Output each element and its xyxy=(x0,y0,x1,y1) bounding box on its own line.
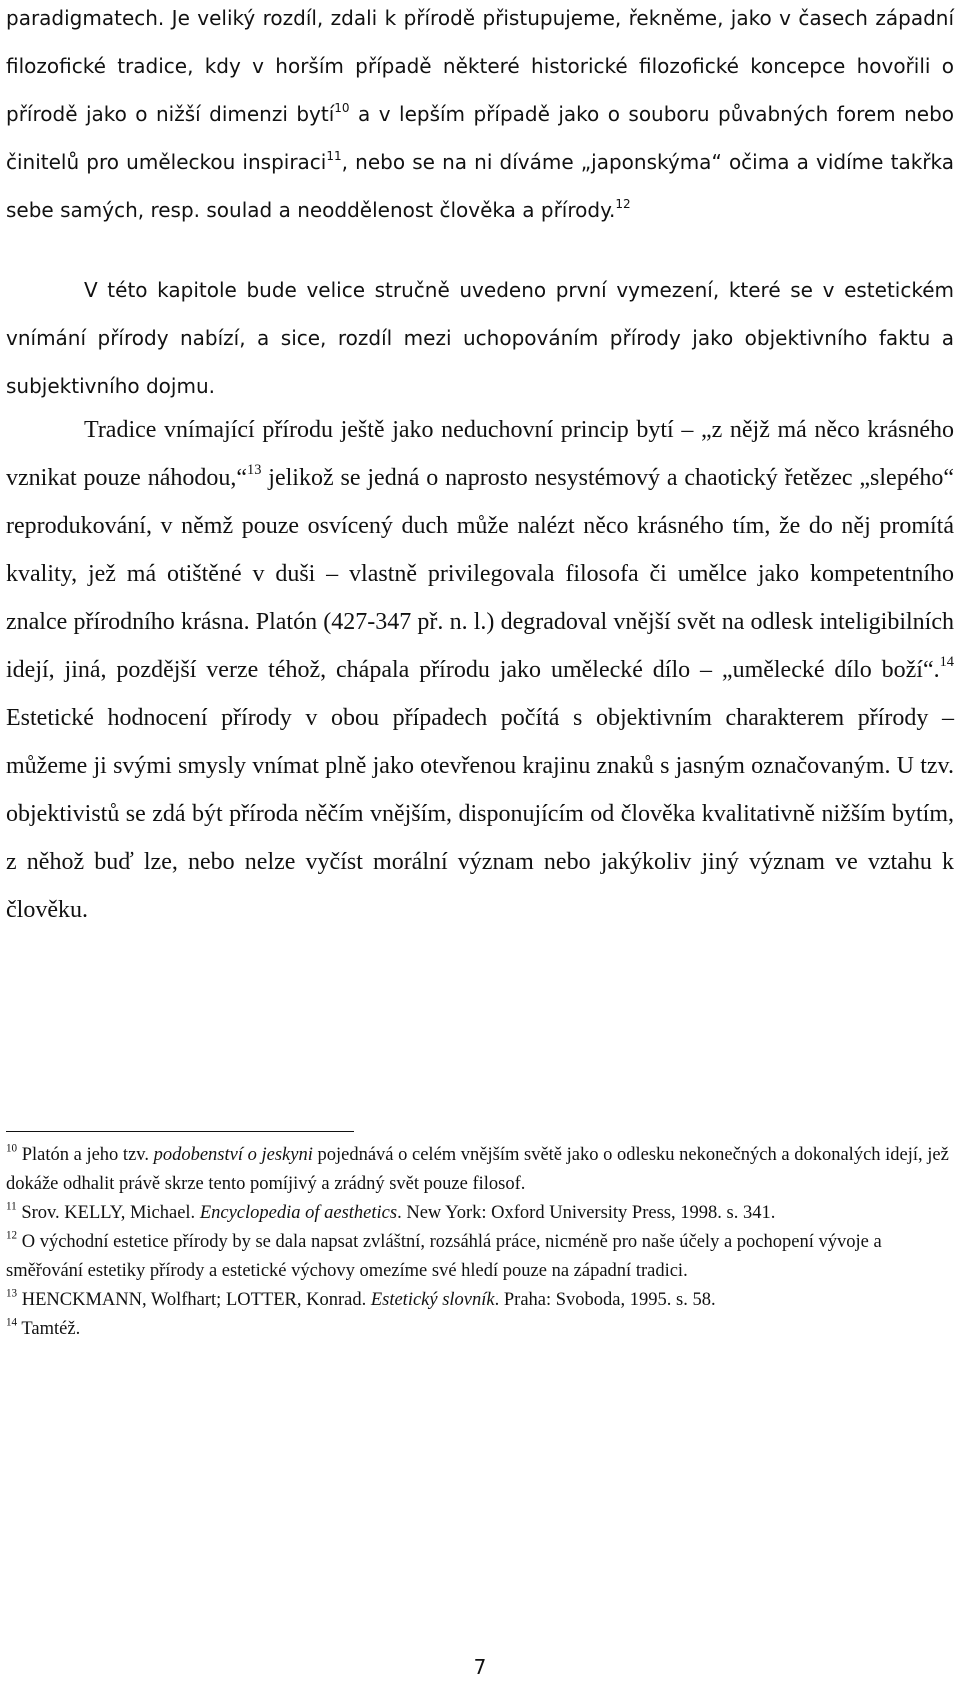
footnote-14: $^{14}$ Tamtéž. xyxy=(6,1316,81,1339)
footnote-ref-13[interactable]: 13 xyxy=(247,462,262,479)
page-number: 7 xyxy=(473,1655,487,1679)
footnote-ref-14[interactable]: 14 xyxy=(939,654,954,671)
footnote-13: $^{13}$ HENCKMANN, Wolfhart; LOTTER, Konrad. Estetický slovník. Praha: Svoboda, 1995. s. 58. xyxy=(6,1287,716,1310)
footnote-11: $^{11}$ Srov. KELLY, Michael. Encyclopedia of aesthetics. New York: Oxford University Press, 1998. s. 341. xyxy=(6,1200,776,1223)
footnote-ref-10[interactable]: 10 xyxy=(334,101,350,115)
footnotes xyxy=(6,1141,954,1344)
footnote-12: $^{12}$ O východní estetice přírody by se dala napsat zvláštní, rozsáhlá práce, nicméně pro naše účely a pochopení vývoje a směřování estetiky přírody a estetické výchovy omezíme své hledí pouze na západní tradici. xyxy=(6,1229,882,1281)
footnote-ref-11[interactable]: 11 xyxy=(326,149,342,163)
footnote-ref-12[interactable]: 12 xyxy=(615,197,631,211)
footnote-separator xyxy=(6,1131,354,1132)
paragraph-tradition: Tradice vnímající přírodu ještě jako neduchovní princip bytí – „z nějž má něco krásného vznikat pouze náhodou,“$^{13}$ jelikož se jedná o naprosto nesystémový a chaotický řetězec „slepého“ reprodukování, v němž pouze osvícený duch může nalézt něco krásného tím, že do něj promítá kvality, jež má otištěné v duši – vlastně privilegovala filosofa či umělce jako kompetentního znalce přírodního krásna. Platón (427-347 př. n. l.) degradoval vnější svět na odlesk inteligibilních idejí, jiná, pozdější verze téhož, chápala přírodu jako umělecké dílo – „umělecké dílo boží“.$^{14}$ Estetické hodnocení přírody v obou případech počítá s objektivním charakterem přírody – můžeme ji svými smysly vnímat plně jako otevřenou krajinu znaků s jasným označovaným. U tzv. objektivistů se zdá být příroda něčím vnějším, disponujícím od člověka kvalitativně nižším bytím, z něhož buď lze, nebo nelze vyčíst morální význam nebo jakýkoliv jiný význam ve vztahu k člověku. xyxy=(6,417,955,923)
footnote-10: $^{10}$ Platón a jeho tzv. podobenství o jeskyni pojednává o celém vnějším světě jako o odlesku nekonečných a dokonalých idejí, jež dokáže odhalit právě skrze tento pomíjivý a zrádný svět pouze filosof. xyxy=(6,1142,949,1194)
paragraph-continuation: paradigmatech. Je veliký rozdíl, zdali k přírodě přistupujeme, řekněme, jako v časech západní filozofické tradice, kdy v horším případě některé historické filozofické koncepce hovořili o přírodě jako o nižší dimenzi bytí$^{10}$ a v lepším případě jako o souboru půvabných forem nebo činitelů pro uměleckou inspiraci$^{11}$, nebo se na ni díváme „japonskýma“ očima a vidíme takřka sebe samých, resp. soulad a neoddělenost člověka a přírody.$^{12}$ xyxy=(6,6,954,222)
paragraph-chapter-intro: V této kapitole bude velice stručně uvedeno první vymezení, které se v estetickém vnímání přírody nabízí, a sice, rozdíl mezi uchopováním přírody jako objektivního faktu a subjektivního dojmu. xyxy=(6,278,954,398)
